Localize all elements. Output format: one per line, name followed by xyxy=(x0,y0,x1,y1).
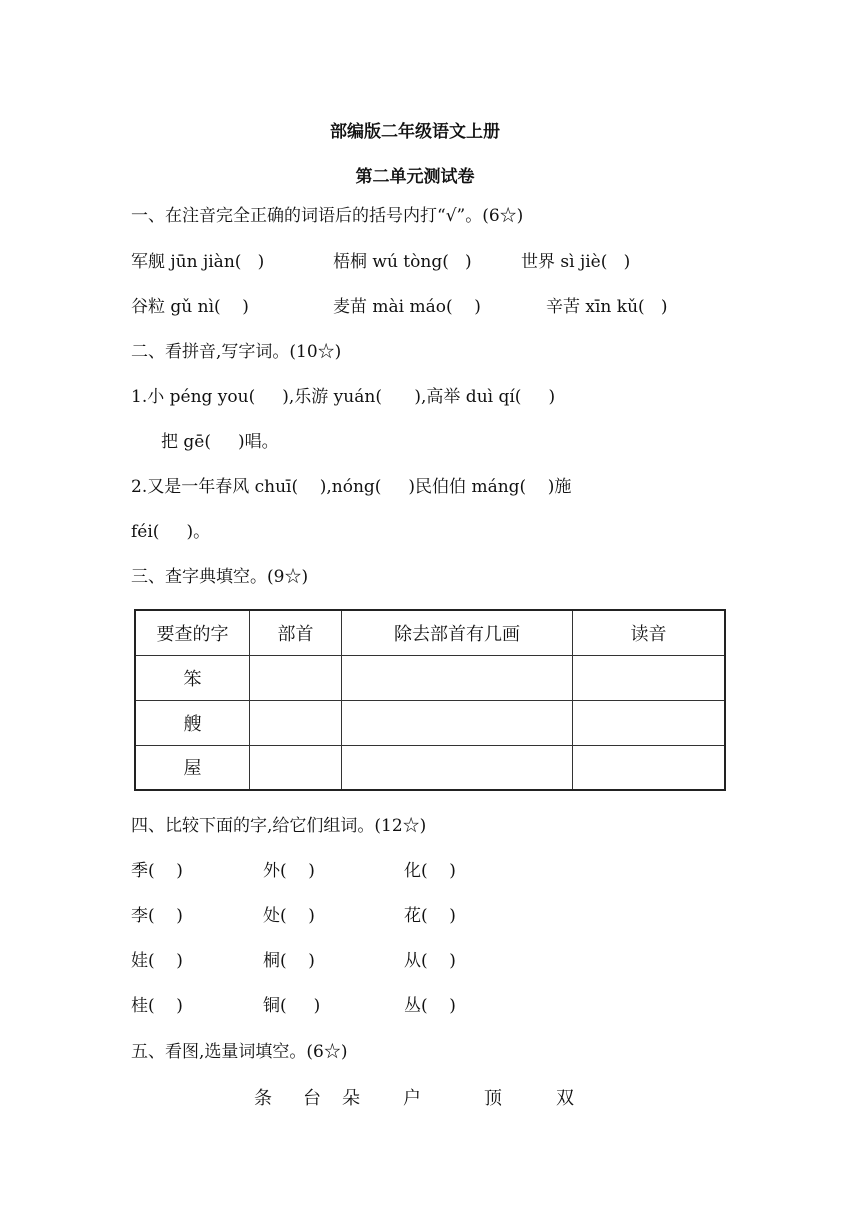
table-cell-blank xyxy=(250,655,342,700)
table-header: 部首 xyxy=(250,610,342,655)
word-group-item: 李( ) xyxy=(131,906,183,926)
word-group-item: 桂( ) xyxy=(131,996,183,1016)
table-header: 除去部首有几画 xyxy=(342,610,573,655)
word-group-item: 化( ) xyxy=(404,861,456,881)
page-title: 部编版二年级语文上册 xyxy=(330,122,500,142)
word-group-item: 丛( ) xyxy=(404,996,456,1016)
measure-word: 朵 xyxy=(342,1088,360,1109)
section1-item: 军舰 jūn jiàn( ) xyxy=(131,252,265,272)
measure-word: 双 xyxy=(556,1088,574,1109)
word-group-item: 季( ) xyxy=(131,861,183,881)
section1-heading: 一、在注音完全正确的词语后的括号内打“√”。(6☆) xyxy=(131,206,524,226)
table-cell-blank xyxy=(573,700,726,745)
section2-line: féi( )。 xyxy=(131,522,211,542)
word-group-item: 桐( ) xyxy=(263,951,315,971)
table-cell-blank xyxy=(342,745,573,790)
section2-line: 把 gē( )唱。 xyxy=(161,432,279,452)
table-cell-blank xyxy=(573,655,726,700)
section1-item: 谷粒 gǔ nì( ) xyxy=(131,297,249,317)
measure-word: 户 xyxy=(403,1088,421,1109)
section4-heading: 四、比较下面的字,给它们组词。(12☆) xyxy=(131,816,427,836)
table-cell-blank xyxy=(342,700,573,745)
table-row xyxy=(135,700,725,745)
word-group-item: 铜( ) xyxy=(263,996,321,1016)
table-header: 读音 xyxy=(573,610,726,655)
section5-heading: 五、看图,选量词填空。(6☆) xyxy=(131,1042,348,1062)
table-cell-blank xyxy=(573,745,726,790)
word-group-item: 外( ) xyxy=(263,861,315,881)
table-cell-char: 笨 xyxy=(135,655,250,700)
measure-word: 顶 xyxy=(484,1088,502,1109)
section2-heading: 二、看拼音,写字词。(10☆) xyxy=(131,342,342,362)
table-cell-blank xyxy=(250,745,342,790)
section2-line: 1.小 péng you( ),乐游 yuán( ),高举 duì qí( ) xyxy=(131,387,556,407)
dictionary-table xyxy=(134,609,726,791)
table-cell-blank xyxy=(250,700,342,745)
table-row xyxy=(135,745,725,790)
section3-heading: 三、查字典填空。(9☆) xyxy=(131,567,309,587)
word-group-item: 娃( ) xyxy=(131,951,183,971)
table-header: 要查的字 xyxy=(135,610,250,655)
measure-word: 条 xyxy=(254,1088,272,1109)
table-cell-char: 屋 xyxy=(135,745,250,790)
measure-word: 台 xyxy=(303,1088,321,1109)
word-group-item: 从( ) xyxy=(404,951,456,971)
section1-item: 梧桐 wú tòng( ) xyxy=(333,252,472,272)
section1-item: 麦苗 mài máo( ) xyxy=(333,297,481,317)
section1-item: 辛苦 xīn kǔ( ) xyxy=(546,297,668,317)
table-cell-char: 艘 xyxy=(135,700,250,745)
word-group-item: 处( ) xyxy=(263,906,315,926)
table-header-row xyxy=(135,610,725,655)
page-subtitle: 第二单元测试卷 xyxy=(355,167,475,187)
table-cell-blank xyxy=(342,655,573,700)
section2-line: 2.又是一年春风 chuī( ),nóng( )民伯伯 máng( )施 xyxy=(131,477,572,497)
table-row xyxy=(135,655,725,700)
section1-item: 世界 sì jiè( ) xyxy=(521,252,631,272)
word-group-item: 花( ) xyxy=(404,906,456,926)
